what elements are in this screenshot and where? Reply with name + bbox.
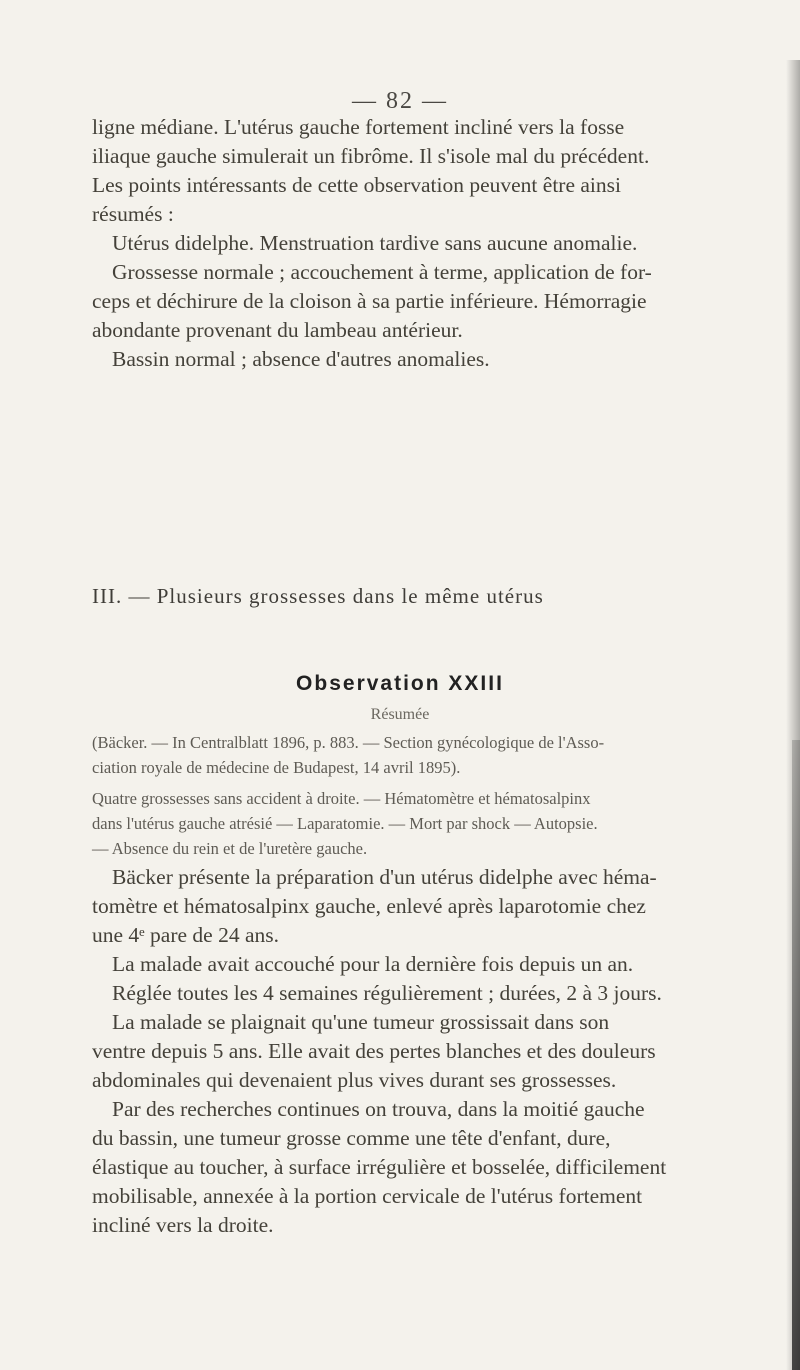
text-line: tomètre et hématosalpinx gauche, enlevé après laparotomie chez bbox=[92, 894, 646, 918]
paragraph-summary-1 bbox=[92, 229, 722, 258]
paragraph-continuation bbox=[92, 113, 722, 229]
text-line: ciation royale de médecine de Budapest, 14 avril 1895). bbox=[92, 758, 461, 777]
text-line: Bassin normal ; absence d'autres anomalies. bbox=[112, 347, 490, 371]
paragraph-summary-2 bbox=[92, 258, 722, 345]
text-line: abdominales qui devenaient plus vives durant ses grossesses. bbox=[92, 1068, 617, 1092]
page-number: — 82 — bbox=[352, 88, 448, 114]
text-line: Bäcker présente la préparation d'un utérus didelphe avec héma- bbox=[112, 865, 657, 889]
text-line: résumés : bbox=[92, 202, 174, 226]
observation-subtitle: Résumée bbox=[370, 706, 430, 723]
paragraph-summary-3 bbox=[92, 345, 722, 374]
text-line: du bassin, une tumeur grosse comme une tête d'enfant, dure, bbox=[92, 1126, 611, 1150]
text-line: (Bäcker. — In Centralblatt 1896, p. 883. — Section gynécologique de l'Asso- bbox=[92, 733, 605, 752]
text-line: dans l'utérus gauche atrésié — Laparatomie. — Mort par shock — Autopsie. bbox=[92, 814, 598, 833]
text-line: La malade avait accouché pour la dernière fois depuis un an. bbox=[112, 952, 634, 976]
text-line: élastique au toucher, à surface irrégulière et bosselée, difficilement bbox=[92, 1155, 667, 1179]
text-line: mobilisable, annexée à la portion cervicale de l'utérus fortement bbox=[92, 1184, 643, 1208]
paragraph-body-2 bbox=[92, 950, 722, 979]
text-line: Quatre grossesses sans accident à droite. — Hématomètre et hématosalpinx bbox=[92, 789, 591, 808]
text-line: Les points intéressants de cette observation peuvent être ainsi bbox=[92, 173, 621, 197]
paragraph-body-5 bbox=[92, 1095, 722, 1240]
text-line: incliné vers la droite. bbox=[92, 1213, 274, 1237]
text-line: ceps et déchirure de la cloison à sa partie inférieure. Hémorragie bbox=[92, 289, 647, 313]
text-line: ligne médiane. L'utérus gauche fortement incliné vers la fosse bbox=[92, 115, 625, 139]
text-line: iliaque gauche simulerait un fibrôme. Il s'isole mal du précédent. bbox=[92, 144, 650, 168]
paragraph-body-3 bbox=[92, 979, 722, 1008]
text-line: abondante provenant du lambeau antérieur. bbox=[92, 318, 463, 342]
text-line: La malade se plaignait qu'une tumeur grossissait dans son bbox=[112, 1010, 610, 1034]
text-line: Utérus didelphe. Menstruation tardive sans aucune anomalie. bbox=[112, 231, 638, 255]
text-line: Grossesse normale ; accouchement à terme, application de for- bbox=[112, 260, 652, 284]
text-line: Par des recherches continues on trouva, dans la moitié gauche bbox=[112, 1097, 645, 1121]
section-heading: III. — Plusieurs grossesses dans le même utérus bbox=[92, 584, 544, 608]
text-line: Réglée toutes les 4 semaines régulièrement ; durées, 2 à 3 jours. bbox=[112, 981, 662, 1005]
observation-title: Observation XXIII bbox=[296, 672, 504, 695]
observation-summary bbox=[92, 786, 722, 861]
text-line: une 4ᵉ pare de 24 ans. bbox=[92, 923, 280, 947]
text-line: — Absence du rein et de l'uretère gauche. bbox=[92, 839, 368, 858]
paragraph-body-1 bbox=[92, 863, 722, 950]
observation-reference bbox=[92, 730, 722, 780]
text-line: ventre depuis 5 ans. Elle avait des pertes blanches et des douleurs bbox=[92, 1039, 656, 1063]
page-edge-dark bbox=[792, 740, 800, 1370]
paragraph-body-4 bbox=[92, 1008, 722, 1095]
